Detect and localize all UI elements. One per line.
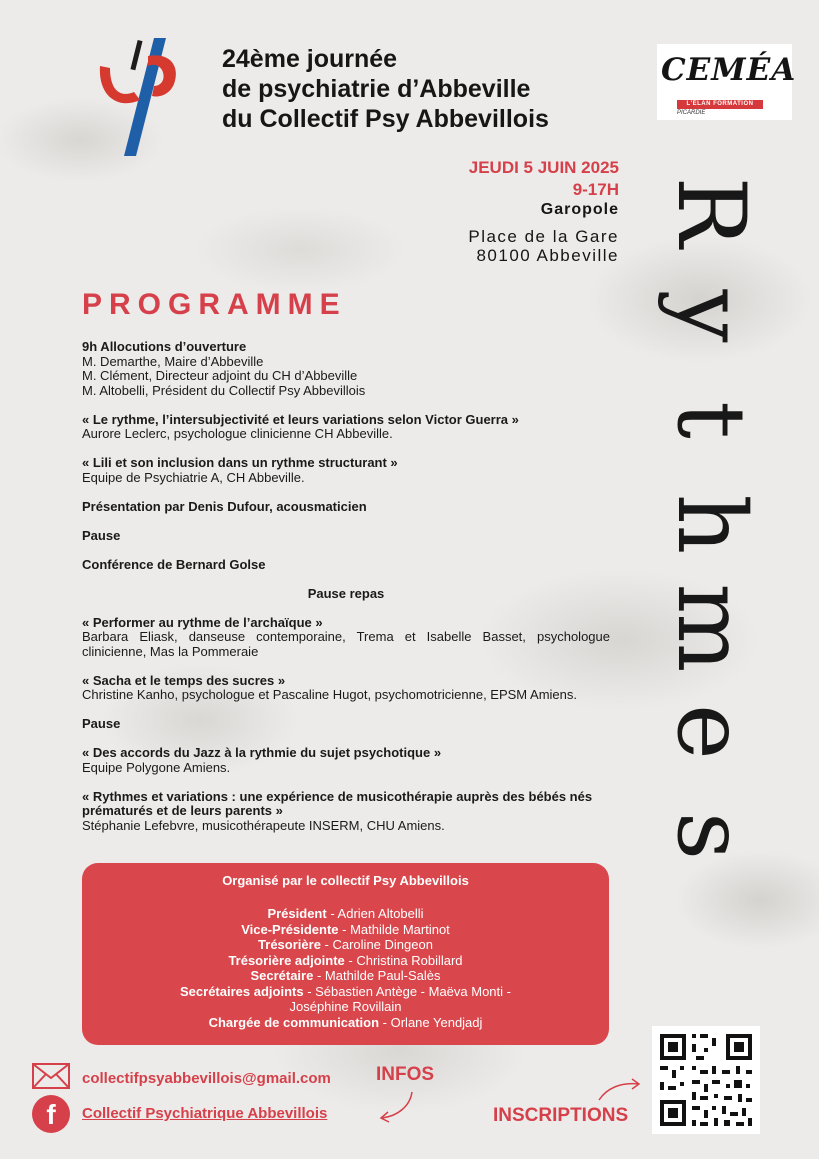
organiser-name: Orlane Yendjadj	[390, 1014, 483, 1030]
title-line-2: de psychiatrie d’Abbeville	[222, 75, 531, 103]
vertical-letter: y	[656, 289, 765, 343]
vertical-letter: R	[656, 176, 765, 248]
title-line-1: 24ème journée	[222, 45, 398, 73]
cemea-logo-tagline: L'ÉLAN FORMATION	[677, 100, 763, 109]
programme-item-line: M. Altobelli, Président du Collectif Psy Abbevillois	[82, 382, 366, 398]
organiser-row	[82, 906, 609, 922]
programme-item	[82, 456, 610, 485]
programme-item	[82, 746, 610, 775]
organiser-row-continued: Joséphine Rovillain	[289, 999, 402, 1014]
cemea-logo-region: PICARDIE	[677, 110, 706, 116]
event-address-line-1: Place de la Gare	[468, 227, 619, 246]
programme-item-title: « Des accords du Jazz à la rythmie du sujet psychotique »	[82, 745, 442, 760]
programme-item-title: « Lili et son inclusion dans un rythme structurant »	[82, 455, 398, 470]
infos-label: INFOS	[376, 1064, 435, 1085]
programme-item-line: Barbara Eliask, danseuse contemporaine, Trema et Isabelle Basset, psychologue clinicienne, Mas la Pommeraie	[82, 629, 610, 659]
programme-item-title: « Sacha et le temps des sucres »	[82, 672, 286, 688]
organiser-name: Mathilde Paul-Salès	[324, 968, 441, 983]
organiser-role: Secrétaire	[250, 968, 314, 983]
programme-item-title: Pause	[82, 527, 121, 543]
organiser-row	[82, 922, 609, 938]
organiser-name: Christina Robillard	[356, 952, 463, 968]
facebook-icon[interactable]: f	[32, 1095, 70, 1133]
vertical-letter: m	[656, 583, 765, 673]
organiser-role: Trésorière	[258, 937, 321, 952]
programme-item-title: 9h Allocutions d’ouverture	[82, 339, 247, 354]
arrow-right-icon	[597, 1076, 643, 1102]
organiser-name: Sébastien Antège - Maëva Monti -	[315, 983, 511, 999]
vertical-letter: t	[656, 401, 765, 439]
vertical-letter: s	[656, 811, 765, 861]
organiser-row	[82, 937, 609, 953]
organiser-row	[82, 1015, 609, 1031]
organiser-separator: -	[344, 952, 357, 968]
organisers-heading: Organisé par le collectif Psy Abbevillois	[222, 873, 469, 888]
organiser-separator: -	[303, 983, 316, 999]
organiser-name: Caroline Dingeon	[332, 937, 433, 952]
organisers-box	[82, 863, 609, 1045]
organiser-separator: -	[313, 968, 325, 983]
programme-item-line: Equipe Polygone Amiens.	[82, 759, 231, 775]
event-address-line-2: 80100 Abbeville	[476, 246, 619, 265]
programme-item-line: Stéphanie Lefebvre, musicothérapeute INSERM, CHU Amiens.	[82, 817, 445, 833]
vertical-letter: h	[656, 493, 765, 555]
qr-code-icon[interactable]	[652, 1026, 760, 1134]
programme-item-title: « Performer au rythme de l’archaïque »	[82, 614, 323, 630]
programme-item	[82, 790, 610, 834]
arrow-down-left-icon	[376, 1090, 416, 1124]
programme-list	[82, 340, 610, 848]
organiser-row	[82, 953, 609, 969]
programme-item	[82, 674, 610, 703]
programme-item-line: M. Demarthe, Maire d’Abbeville	[82, 353, 264, 369]
programme-item	[82, 529, 610, 544]
event-title	[222, 44, 549, 134]
programme-item	[82, 413, 610, 442]
organiser-separator: -	[379, 1014, 391, 1030]
event-hours: 9-17H	[572, 180, 619, 199]
organiser-separator: -	[326, 906, 338, 921]
programme-item	[82, 558, 610, 573]
programme-item	[82, 616, 610, 660]
email-link[interactable]: collectifpsyabbevillois@gmail.com	[82, 1070, 331, 1087]
cemea-logo-word: CEMÉA	[661, 52, 797, 88]
organiser-role: Vice-Présidente	[241, 921, 339, 937]
programme-item	[82, 587, 610, 602]
event-venue: Garopole	[540, 201, 619, 218]
organiser-name: Mathilde Martinot	[350, 921, 450, 937]
collectif-logo-icon	[96, 38, 180, 158]
organiser-role: Trésorière adjointe	[228, 952, 345, 968]
inscriptions-label: INSCRIPTIONS	[493, 1105, 629, 1126]
programme-heading: PROGRAMME	[82, 288, 347, 321]
organiser-name: Adrien Altobelli	[337, 906, 424, 921]
organiser-separator: -	[338, 921, 351, 937]
organiser-row	[82, 968, 609, 984]
programme-item-title: « Rythmes et variations : une expérience de musicothérapie auprès des bébés nés prématurés et de leurs parents »	[82, 788, 593, 818]
programme-item-title: Pause	[82, 716, 121, 731]
programme-item	[82, 717, 610, 732]
programme-item-line: Christine Kanho, psychologue et Pascaline Hugot, psychomotricienne, EPSM Amiens.	[82, 687, 577, 702]
programme-item-line: Aurore Leclerc, psychologue clinicienne CH Abbeville.	[82, 426, 393, 441]
mail-icon	[32, 1063, 70, 1089]
programme-item-title: « Le rythme, l’intersubjectivité et leurs variations selon Victor Guerra »	[82, 411, 519, 427]
programme-item-title: Présentation par Denis Dufour, acousmaticien	[82, 498, 367, 514]
organiser-separator: -	[320, 937, 333, 952]
organiser-role: Président	[267, 906, 327, 921]
organiser-row	[82, 984, 609, 1000]
programme-item-title: Conférence de Bernard Golse	[82, 556, 266, 572]
vertical-letter: e	[656, 704, 765, 760]
vertical-word-rythmes	[640, 160, 780, 1020]
organisers-list	[82, 906, 609, 1030]
programme-item-line: Equipe de Psychiatrie A, CH Abbeville.	[82, 469, 305, 485]
facebook-link[interactable]: Collectif Psychiatrique Abbevillois	[82, 1105, 328, 1122]
title-line-3: du Collectif Psy Abbevillois	[222, 105, 549, 133]
organiser-role: Secrétaires adjoints	[180, 983, 304, 999]
cemea-logo	[657, 44, 797, 120]
programme-item	[82, 500, 610, 515]
programme-item-line: M. Clément, Directeur adjoint du CH d’Abbeville	[82, 368, 358, 383]
event-date: JEUDI 5 JUIN 2025	[468, 158, 619, 177]
programme-item	[82, 340, 610, 398]
organiser-role: Chargée de communication	[208, 1014, 380, 1030]
programme-item-title: Pause repas	[307, 585, 385, 601]
